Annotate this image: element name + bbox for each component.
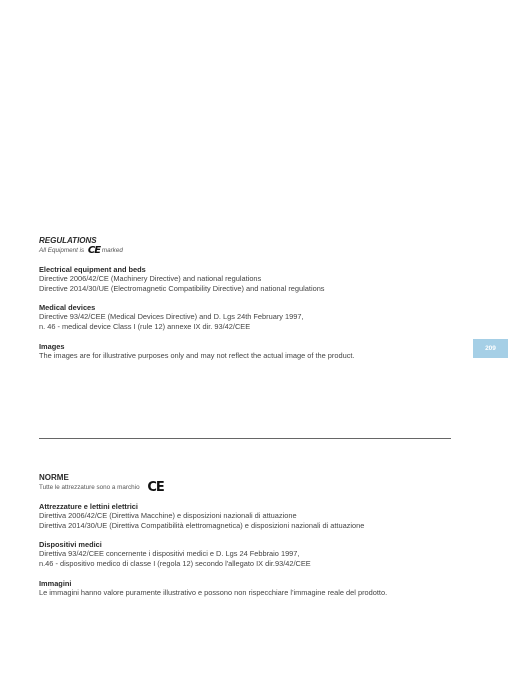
section-heading: Electrical equipment and beds [39,265,146,275]
section-heading: Attrezzature e lettini elettrici [39,502,138,512]
section-line: Directive 2006/42/CE (Machinery Directive) and national regulations [39,274,262,284]
section-line: Direttiva 93/42/CEE concernente i dispositivi medici e D. Lgs 24 Febbraio 1997, [39,549,300,559]
ce-statement-suffix: marked [101,247,123,255]
norme-section-it [39,473,451,597]
section-line: Direttiva 2006/42/CE (Direttiva Macchine) e disposizioni nazionali di attuazione [39,511,297,521]
section-line: n. 46 - medical device Class I (rule 12) annexe IX dir. 93/42/CEE [39,321,251,331]
section-line: Directive 2014/30/UE (Electromagnetic Compatibility Directive) and national regulations [39,283,325,293]
regulations-title: REGULATIONS [39,236,97,245]
electrical-equipment-block [39,265,451,293]
section-line: The images are for illustrative purposes only and may not reflect the actual image of the product. [39,350,355,360]
ce-statement-text: Tutte le attrezzature sono a marchio [39,484,140,492]
section-line: Le immagini hanno valore puramente illustrativo e possono non rispecchiare l'immagine reale del prodotto. [39,587,388,597]
section-line: Direttiva 2014/30/UE (Direttiva Compatibilità elettromagnetica) e disposizioni nazionali di attuazione [39,520,365,530]
ce-statement-it [39,480,451,495]
section-heading: Medical devices [39,303,96,313]
attrezzature-block [39,502,451,530]
norme-title: NORME [39,473,69,482]
ce-mark-icon: CE [147,480,164,495]
page-number-tab: 209 [473,339,508,358]
medical-devices-block [39,303,451,331]
ce-statement-text: All Equipment is [39,247,85,255]
regulations-section-en [39,236,451,360]
section-divider [39,438,451,439]
section-heading: Images [39,341,65,351]
images-block [39,342,451,361]
immagini-block [39,579,451,598]
dispositivi-medici-block [39,540,451,568]
section-line: n.46 - dispositivo medico di classe I (regola 12) secondo l'allegato IX dir.93/42/CEE [39,558,311,568]
section-line: Directive 93/42/CEE (Medical Devices Directive) and D. Lgs 24th February 1997, [39,312,304,322]
ce-mark-icon: CE [87,245,101,256]
section-heading: Dispositivi medici [39,540,102,550]
ce-statement-en [39,246,451,255]
section-heading: Immagini [39,578,72,588]
